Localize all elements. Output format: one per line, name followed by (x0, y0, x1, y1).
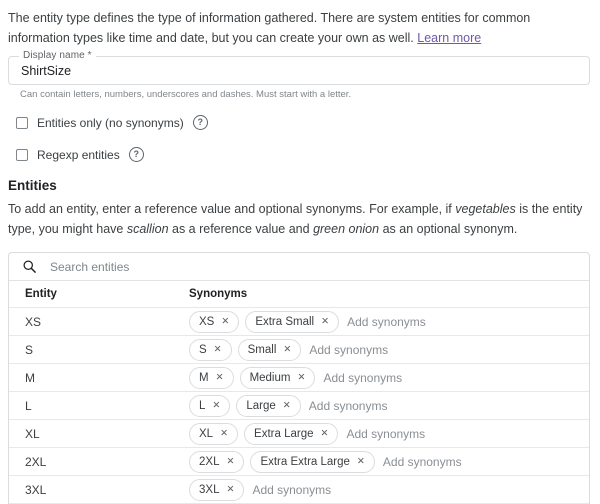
remove-synonym-icon[interactable]: ✕ (283, 343, 292, 355)
synonym-chip[interactable] (245, 311, 339, 333)
synonym-chip[interactable] (250, 451, 374, 473)
synonym-chip-label: 3XL (199, 483, 220, 496)
description-segment: To add an entity, enter a reference value and optional synonyms. For example, if (8, 202, 456, 216)
remove-synonym-icon[interactable]: ✕ (321, 315, 330, 327)
table-row (9, 364, 589, 392)
add-synonyms-input[interactable] (381, 454, 589, 470)
synonym-chip-label: XS (199, 315, 215, 328)
description-italic: green onion (313, 221, 380, 236)
synonym-chip[interactable] (189, 395, 230, 417)
add-synonyms-input[interactable] (345, 314, 589, 330)
display-name-label: Display name * (19, 50, 96, 61)
intro-text (8, 8, 590, 48)
remove-synonym-icon[interactable]: ✕ (226, 483, 235, 495)
synonym-chip[interactable] (189, 367, 234, 389)
synonym-chip-label: L (199, 399, 206, 412)
table-row (9, 392, 589, 420)
regexp-entities-label: Regexp entities (37, 147, 120, 162)
synonyms-cell (189, 395, 589, 417)
entity-value[interactable]: S (25, 342, 34, 357)
add-synonyms-input[interactable] (307, 398, 589, 414)
remove-synonym-icon[interactable]: ✕ (226, 455, 235, 467)
display-name-field[interactable] (8, 50, 590, 85)
description-italic: scallion (126, 221, 169, 236)
entity-column-header: Entity (25, 288, 57, 300)
description-segment: as a reference value and (168, 221, 314, 236)
synonym-chip[interactable] (189, 479, 244, 501)
intro-text-body: The entity type defines the type of information gathered. There are system entities for common information types like time and date, but you can create your own as well. (8, 11, 531, 45)
add-synonyms-input[interactable] (250, 482, 589, 498)
entities-only-label: Entities only (no synonyms) (37, 115, 184, 130)
help-icon[interactable]: ? (129, 147, 144, 162)
add-synonyms-input[interactable] (307, 342, 589, 358)
synonyms-cell (189, 367, 589, 389)
entities-only-checkbox[interactable] (16, 117, 28, 129)
regexp-entities-checkbox[interactable] (16, 149, 28, 161)
entities-table (8, 252, 590, 504)
learn-more-link[interactable]: Learn more (417, 31, 482, 45)
entities-description (8, 200, 590, 239)
description-segment: as an optional synonym. (379, 221, 518, 236)
synonym-chip[interactable] (236, 395, 300, 417)
table-header-row (9, 281, 589, 308)
synonym-chip-label: 2XL (199, 455, 220, 468)
remove-synonym-icon[interactable]: ✕ (320, 427, 329, 439)
display-name-input[interactable] (21, 64, 577, 78)
remove-synonym-icon[interactable]: ✕ (212, 399, 221, 411)
synonym-chip-label: M (199, 371, 209, 384)
synonym-chip[interactable] (189, 311, 239, 333)
remove-synonym-icon[interactable]: ✕ (220, 427, 229, 439)
synonym-chip[interactable] (240, 367, 316, 389)
synonyms-cell (189, 423, 589, 445)
search-icon (22, 259, 37, 274)
remove-synonym-icon[interactable]: ✕ (356, 455, 365, 467)
table-row (9, 308, 589, 336)
description-segment: is the entity type, you might have (8, 202, 583, 236)
synonym-chip-label: Large (246, 399, 276, 412)
synonyms-column-header: Synonyms (189, 288, 248, 300)
add-synonyms-input[interactable] (321, 370, 589, 386)
synonym-chip-label: Small (247, 343, 277, 356)
description-italic: vegetables (455, 202, 516, 216)
remove-synonym-icon[interactable]: ✕ (221, 315, 230, 327)
search-entities-input[interactable] (48, 259, 576, 275)
entity-search-bar (9, 253, 589, 281)
synonyms-cell (189, 479, 589, 501)
add-synonyms-input[interactable] (344, 426, 589, 442)
entity-value[interactable]: XS (25, 314, 42, 329)
synonym-chip[interactable] (189, 451, 244, 473)
entities-section-heading: Entities (8, 178, 57, 193)
entity-value[interactable]: M (25, 370, 35, 385)
synonyms-cell (189, 451, 589, 473)
synonyms-cell (189, 311, 589, 333)
help-icon[interactable]: ? (193, 115, 208, 130)
synonym-chip-label: XL (199, 427, 214, 440)
remove-synonym-icon[interactable]: ✕ (215, 371, 224, 383)
synonyms-cell (189, 339, 589, 361)
synonym-chip[interactable] (244, 423, 338, 445)
table-row (9, 420, 589, 448)
entity-value[interactable]: XL (25, 426, 40, 441)
entity-value[interactable]: 3XL (25, 482, 47, 497)
synonym-chip[interactable] (189, 339, 232, 361)
table-row (9, 448, 589, 476)
entities-only-option (16, 115, 590, 130)
regexp-entities-option (16, 147, 590, 162)
remove-synonym-icon[interactable]: ✕ (297, 371, 306, 383)
table-row (9, 336, 589, 364)
entity-value[interactable]: 2XL (25, 454, 47, 469)
synonym-chip-label: S (199, 343, 207, 356)
synonym-chip-label: Extra Extra Large (260, 455, 350, 468)
synonym-chip[interactable] (189, 423, 238, 445)
synonym-chip[interactable] (238, 339, 302, 361)
synonym-chip-label: Medium (249, 371, 291, 384)
remove-synonym-icon[interactable]: ✕ (213, 343, 222, 355)
display-name-helper-text: Can contain letters, numbers, underscores and dashes. Must start with a letter. (20, 89, 352, 100)
synonym-chip-label: Extra Large (254, 427, 314, 440)
remove-synonym-icon[interactable]: ✕ (282, 399, 291, 411)
entity-value[interactable]: L (25, 398, 32, 413)
synonym-chip-label: Extra Small (255, 315, 315, 328)
table-row (9, 476, 589, 504)
